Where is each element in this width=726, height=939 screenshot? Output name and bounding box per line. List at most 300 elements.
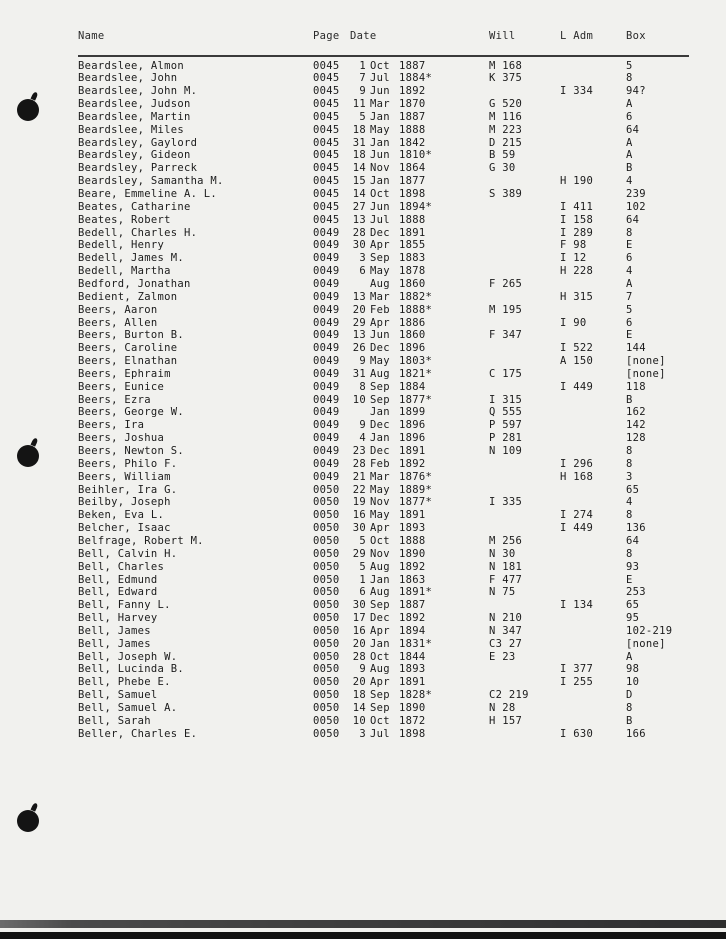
entry-will: G 30 — [489, 162, 516, 175]
entry-month: Jul — [370, 727, 390, 740]
entry-year: 1889* — [399, 483, 433, 496]
entry-year: 1888 — [399, 123, 426, 136]
entry-box: 239 — [626, 188, 646, 200]
entry-page: 0050 — [313, 599, 340, 612]
entry-name: Bedell, Henry — [78, 239, 165, 252]
entry-year: 1891* — [399, 586, 433, 599]
entry-month: May — [370, 483, 390, 496]
entry-ladm: A 150 — [560, 355, 594, 368]
entry-box: B — [626, 714, 633, 727]
entry-will: I 315 — [489, 393, 523, 406]
entry-name: Bell, Joseph W. — [78, 650, 178, 663]
entry-box: E — [626, 329, 633, 342]
entry-box: 142 — [626, 419, 646, 432]
entry-year: 1884* — [399, 72, 433, 85]
entry-name: Beller, Charles E. — [78, 727, 198, 740]
header-will: Will — [489, 30, 516, 42]
entry-box: [none] — [626, 355, 666, 368]
entry-month: Oct — [370, 188, 390, 200]
entry-page: 0050 — [313, 727, 340, 740]
entry-year: 1864 — [399, 162, 426, 175]
entry-name: Beardsley, Gaylord — [78, 136, 198, 149]
entry-box: [none] — [626, 637, 666, 650]
entry-year: 1844 — [399, 650, 426, 663]
entry-name: Beers, Allen — [78, 316, 158, 329]
entry-page: 0049 — [313, 367, 340, 380]
entry-will: M 168 — [489, 59, 523, 72]
entry-ladm: I 296 — [560, 457, 594, 470]
entry-will: N 75 — [489, 586, 516, 599]
entry-page: 0045 — [313, 136, 340, 149]
entry-day: 28 — [352, 226, 366, 239]
entry-year: 1898 — [399, 727, 426, 740]
entry-name: Beates, Robert — [78, 213, 171, 226]
entry-page: 0050 — [313, 573, 340, 586]
entry-will: D 215 — [489, 136, 523, 149]
entry-month: Dec — [370, 445, 390, 457]
entry-ladm: I 449 — [560, 522, 594, 535]
entry-year: 1860 — [399, 277, 426, 290]
entry-box: 4 — [626, 265, 633, 278]
entry-page: 0050 — [313, 483, 340, 496]
entry-day: 18 — [352, 149, 366, 162]
entry-will: C3 27 — [489, 637, 523, 650]
entry-month: Jan — [370, 637, 390, 650]
entry-page: 0049 — [313, 329, 340, 342]
entry-year: 1855 — [399, 239, 426, 252]
entry-page: 0050 — [313, 547, 340, 560]
entry-month: Mar — [370, 290, 390, 303]
header-box: Box — [626, 30, 646, 42]
entry-will: F 265 — [489, 277, 523, 290]
entry-page: 0045 — [313, 200, 340, 213]
entry-ladm: I 411 — [560, 200, 594, 213]
entry-will: M 223 — [489, 123, 523, 136]
entry-day: 5 — [359, 534, 366, 547]
entry-month: Apr — [370, 624, 390, 637]
entry-month: Jan — [370, 136, 390, 149]
entry-will: N 28 — [489, 702, 516, 714]
entry-year: 1821* — [399, 367, 433, 380]
entry-month: May — [370, 355, 390, 368]
entry-ladm: I 12 — [560, 252, 587, 265]
entry-month: Jun — [370, 329, 390, 342]
entry-box: 64 — [626, 213, 640, 226]
entry-box: 7 — [626, 290, 633, 303]
entry-will: P 597 — [489, 419, 523, 432]
entry-day: 7 — [359, 72, 366, 85]
entry-month: Jan — [370, 573, 390, 586]
entry-year: 1887 — [399, 599, 426, 612]
entry-year: 1842 — [399, 136, 426, 149]
entry-month: Jun — [370, 85, 390, 98]
entry-month: May — [370, 265, 390, 278]
entry-month: Jun — [370, 149, 390, 162]
entry-year: 1877* — [399, 496, 433, 509]
entry-month: Jul — [370, 72, 390, 85]
entry-page: 0050 — [313, 714, 340, 727]
entry-year: 1891 — [399, 509, 426, 522]
entry-month: Aug — [370, 367, 390, 380]
entry-year: 1888 — [399, 534, 426, 547]
entry-name: Bell, Fanny L. — [78, 599, 171, 612]
entry-ladm: I 377 — [560, 663, 594, 676]
entry-month: Jul — [370, 213, 390, 226]
entry-box: 64 — [626, 534, 640, 547]
entry-month: Nov — [370, 547, 390, 560]
entry-month: Sep — [370, 380, 390, 393]
entry-name: Beers, Ira — [78, 419, 145, 432]
entry-year: 1896 — [399, 342, 426, 355]
entry-month: May — [370, 123, 390, 136]
entry-name: Beilby, Joseph — [78, 496, 171, 509]
entry-ladm: I 134 — [560, 599, 594, 612]
entry-will: M 116 — [489, 110, 523, 123]
entry-year: 1876* — [399, 470, 433, 483]
entry-ladm: I 334 — [560, 85, 594, 98]
entry-day: 3 — [359, 727, 366, 740]
entry-ladm: I 522 — [560, 342, 594, 355]
entry-year: 1860 — [399, 329, 426, 342]
scanner-edge-bar — [0, 920, 726, 928]
entry-month: Jan — [370, 406, 390, 419]
entry-name: Bell, James — [78, 624, 151, 637]
entry-page: 0045 — [313, 59, 340, 72]
entry-name: Beers, William — [78, 470, 171, 483]
entry-name: Bedell, James M. — [78, 252, 184, 265]
header-date: Date — [350, 30, 377, 42]
entry-box: A — [626, 98, 633, 111]
entry-year: 1891 — [399, 226, 426, 239]
entry-page: 0049 — [313, 393, 340, 406]
entry-page: 0049 — [313, 419, 340, 432]
entry-name: Beers, Newton S. — [78, 445, 184, 457]
entry-month: Feb — [370, 457, 390, 470]
entry-name: Beardslee, Martin — [78, 110, 191, 123]
entry-page: 0050 — [313, 637, 340, 650]
entry-name: Beers, Eunice — [78, 380, 165, 393]
entry-day: 26 — [352, 342, 366, 355]
header-divider — [78, 55, 689, 57]
entry-will: N 347 — [489, 624, 523, 637]
entry-year: 1892 — [399, 612, 426, 625]
entry-box: A — [626, 277, 633, 290]
entry-year: 1892 — [399, 85, 426, 98]
entry-name: Bedient, Zalmon — [78, 290, 178, 303]
entry-name: Bedell, Martha — [78, 265, 171, 278]
entry-name: Beardslee, John — [78, 72, 178, 85]
entry-will: M 195 — [489, 303, 523, 316]
entry-month: May — [370, 509, 390, 522]
entry-page: 0045 — [313, 149, 340, 162]
entry-box: 6 — [626, 110, 633, 123]
entry-name: Bell, Sarah — [78, 714, 151, 727]
entry-will: N 181 — [489, 560, 523, 573]
entry-year: 1892 — [399, 457, 426, 470]
entry-year: 1894 — [399, 624, 426, 637]
entry-page: 0049 — [313, 303, 340, 316]
entry-box: 6 — [626, 252, 633, 265]
entry-page: 0050 — [313, 496, 340, 509]
entry-page: 0050 — [313, 522, 340, 535]
punch-hole — [17, 810, 39, 832]
entry-year: 1831* — [399, 637, 433, 650]
entry-day: 13 — [352, 290, 366, 303]
entry-box: 65 — [626, 599, 640, 612]
entry-year: 1890 — [399, 547, 426, 560]
scanner-edge — [0, 932, 726, 939]
entry-day: 11 — [352, 98, 366, 111]
entry-page: 0045 — [313, 72, 340, 85]
entry-month: Sep — [370, 689, 390, 702]
entry-month: Oct — [370, 534, 390, 547]
entry-day: 14 — [352, 162, 366, 175]
entry-year: 1898 — [399, 188, 426, 200]
entry-ladm: I 289 — [560, 226, 594, 239]
entry-page: 0050 — [313, 612, 340, 625]
entry-will: C2 219 — [489, 689, 529, 702]
entry-page: 0049 — [313, 277, 340, 290]
entry-box: E — [626, 573, 633, 586]
entry-month: Sep — [370, 393, 390, 406]
entry-year: 1877* — [399, 393, 433, 406]
entry-name: Beers, Ephraim — [78, 367, 171, 380]
entry-name: Bell, James — [78, 637, 151, 650]
entry-ladm: I 630 — [560, 727, 594, 740]
entry-month: Apr — [370, 316, 390, 329]
entry-day: 19 — [352, 496, 366, 509]
entry-name: Beardsley, Gideon — [78, 149, 191, 162]
entry-name: Bell, Charles — [78, 560, 165, 573]
entry-will: N 30 — [489, 547, 516, 560]
entry-name: Beardsley, Parreck — [78, 162, 198, 175]
entry-page: 0050 — [313, 702, 340, 714]
entry-box: 136 — [626, 522, 646, 535]
entry-year: 1878 — [399, 265, 426, 278]
entry-day: 5 — [359, 110, 366, 123]
entry-box: 5 — [626, 303, 633, 316]
entry-year: 1886 — [399, 316, 426, 329]
entry-day: 4 — [359, 432, 366, 445]
entry-month: Nov — [370, 162, 390, 175]
entry-day: 28 — [352, 650, 366, 663]
entry-year: 1884 — [399, 380, 426, 393]
entry-day: 29 — [352, 316, 366, 329]
entry-box: 4 — [626, 175, 633, 188]
entry-box: B — [626, 393, 633, 406]
entry-year: 1891 — [399, 676, 426, 689]
entry-name: Bell, Harvey — [78, 612, 158, 625]
entry-day: 18 — [352, 123, 366, 136]
entry-will: G 520 — [489, 98, 523, 111]
entry-page: 0049 — [313, 380, 340, 393]
entry-ladm: I 90 — [560, 316, 587, 329]
entry-name: Beates, Catharine — [78, 200, 191, 213]
entry-box: B — [626, 162, 633, 175]
entry-page: 0049 — [313, 265, 340, 278]
entry-day: 31 — [352, 136, 366, 149]
entry-day: 21 — [352, 470, 366, 483]
entry-name: Bell, Phebe E. — [78, 676, 171, 689]
entry-name: Beardslee, Miles — [78, 123, 184, 136]
entry-day: 6 — [359, 586, 366, 599]
entry-name: Bell, Samuel A. — [78, 702, 178, 714]
entry-name: Beers, Joshua — [78, 432, 165, 445]
entry-box: 3 — [626, 470, 633, 483]
entry-page: 0050 — [313, 560, 340, 573]
entry-year: 1893 — [399, 522, 426, 535]
entry-month: Mar — [370, 98, 390, 111]
entry-day: 14 — [352, 702, 366, 714]
entry-page: 0050 — [313, 676, 340, 689]
entry-year: 1896 — [399, 419, 426, 432]
entry-day: 17 — [352, 612, 366, 625]
entry-day: 16 — [352, 624, 366, 637]
entry-name: Beken, Eva L. — [78, 509, 165, 522]
entry-day: 30 — [352, 522, 366, 535]
entry-will: I 335 — [489, 496, 523, 509]
entry-day: 23 — [352, 445, 366, 457]
entry-will: H 157 — [489, 714, 523, 727]
entry-day: 5 — [359, 560, 366, 573]
entry-box: 8 — [626, 457, 633, 470]
entry-box: 102-219 — [626, 624, 673, 637]
entry-year: 1810* — [399, 149, 433, 162]
entry-day: 3 — [359, 252, 366, 265]
entry-day: 9 — [359, 355, 366, 368]
entry-day: 1 — [359, 59, 366, 72]
entry-month: Feb — [370, 303, 390, 316]
entry-will: K 375 — [489, 72, 523, 85]
entry-month: Oct — [370, 650, 390, 663]
entry-ladm: I 255 — [560, 676, 594, 689]
entry-box: 8 — [626, 702, 633, 714]
entry-box: 8 — [626, 72, 633, 85]
entry-page: 0045 — [313, 123, 340, 136]
entry-name: Bell, Edmund — [78, 573, 158, 586]
entry-name: Beers, Ezra — [78, 393, 151, 406]
entry-name: Bell, Edward — [78, 586, 158, 599]
entry-day: 9 — [359, 85, 366, 98]
entry-year: 1899 — [399, 406, 426, 419]
entry-page: 0049 — [313, 432, 340, 445]
entry-month: Sep — [370, 252, 390, 265]
entry-will: C 175 — [489, 367, 523, 380]
entry-month: Aug — [370, 560, 390, 573]
entry-name: Beardslee, Almon — [78, 59, 184, 72]
entry-day: 20 — [352, 303, 366, 316]
entry-month: Jan — [370, 175, 390, 188]
entry-month: Jun — [370, 200, 390, 213]
entry-month: Dec — [370, 226, 390, 239]
entry-will: N 210 — [489, 612, 523, 625]
entry-name: Beardslee, John M. — [78, 85, 198, 98]
entry-year: 1896 — [399, 432, 426, 445]
entry-box: A — [626, 136, 633, 149]
entry-will: F 477 — [489, 573, 523, 586]
entry-page: 0049 — [313, 239, 340, 252]
entry-ladm: H 315 — [560, 290, 594, 303]
entry-box: 95 — [626, 612, 640, 625]
entry-ladm: H 190 — [560, 175, 594, 188]
entry-month: Oct — [370, 714, 390, 727]
entry-ladm: H 168 — [560, 470, 594, 483]
entry-year: 1882* — [399, 290, 433, 303]
entry-month: Dec — [370, 419, 390, 432]
entry-month: Dec — [370, 342, 390, 355]
header-ladm: L Adm — [560, 30, 594, 42]
entry-day: 13 — [352, 213, 366, 226]
entry-page: 0050 — [313, 534, 340, 547]
entry-ladm: I 449 — [560, 380, 594, 393]
entry-will: N 109 — [489, 445, 523, 457]
entry-month: Sep — [370, 702, 390, 714]
entry-day: 29 — [352, 547, 366, 560]
entry-day: 15 — [352, 175, 366, 188]
entry-day: 31 — [352, 367, 366, 380]
entry-page: 0050 — [313, 624, 340, 637]
entry-box: 4 — [626, 496, 633, 509]
entry-year: 1894* — [399, 200, 433, 213]
entry-page: 0050 — [313, 650, 340, 663]
entry-month: Apr — [370, 676, 390, 689]
header-name: Name — [78, 30, 105, 42]
entry-page: 0049 — [313, 470, 340, 483]
entry-year: 1892 — [399, 560, 426, 573]
header-page: Page — [313, 30, 340, 42]
entry-name: Belfrage, Robert M. — [78, 534, 204, 547]
entry-day: 10 — [352, 393, 366, 406]
entry-will: Q 555 — [489, 406, 523, 419]
table-row — [0, 727, 726, 741]
entry-name: Bell, Calvin H. — [78, 547, 178, 560]
entry-box: A — [626, 149, 633, 162]
entry-page: 0050 — [313, 586, 340, 599]
entry-year: 1828* — [399, 689, 433, 702]
entry-month: Jan — [370, 110, 390, 123]
entry-page: 0049 — [313, 252, 340, 265]
entry-page: 0045 — [313, 175, 340, 188]
entry-box: 98 — [626, 663, 640, 676]
entry-ladm: I 274 — [560, 509, 594, 522]
entry-page: 0049 — [313, 406, 340, 419]
entry-month: Dec — [370, 612, 390, 625]
entry-month: Aug — [370, 663, 390, 676]
entry-day: 30 — [352, 599, 366, 612]
entry-name: Beers, Caroline — [78, 342, 178, 355]
entry-name: Beare, Emmeline A. L. — [78, 188, 218, 200]
entry-day: 22 — [352, 483, 366, 496]
entry-day: 6 — [359, 265, 366, 278]
entry-year: 1887 — [399, 59, 426, 72]
entry-box: 8 — [626, 445, 633, 457]
entry-box: E — [626, 239, 633, 252]
entry-box: 5 — [626, 59, 633, 72]
entry-name: Bedford, Jonathan — [78, 277, 191, 290]
entry-name: Beers, George W. — [78, 406, 184, 419]
entry-month: Mar — [370, 470, 390, 483]
entry-month: Aug — [370, 586, 390, 599]
entry-year: 1887 — [399, 110, 426, 123]
entry-month: Oct — [370, 59, 390, 72]
entry-day: 18 — [352, 689, 366, 702]
entry-page: 0045 — [313, 110, 340, 123]
entry-day: 9 — [359, 663, 366, 676]
entry-day: 30 — [352, 239, 366, 252]
entry-name: Beardslee, Judson — [78, 98, 191, 111]
entry-month: Apr — [370, 239, 390, 252]
entry-month: Sep — [370, 599, 390, 612]
